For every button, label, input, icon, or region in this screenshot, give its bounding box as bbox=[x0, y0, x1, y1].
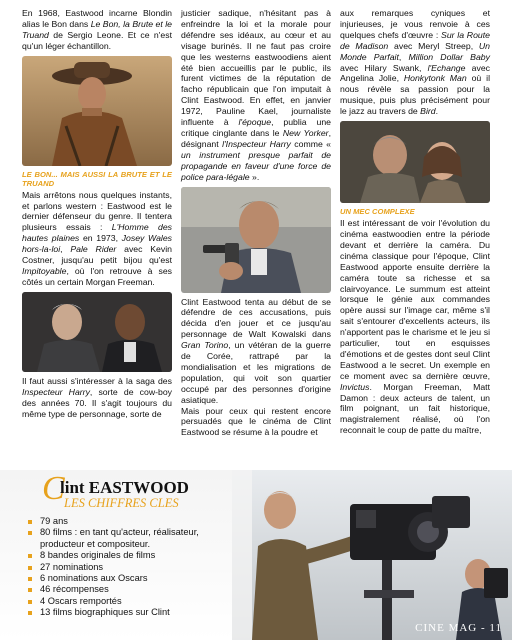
stats-item: 46 récompenses bbox=[28, 584, 228, 595]
madison-couple-image bbox=[340, 121, 490, 203]
stats-item: 6 nominations aux Oscars bbox=[28, 573, 228, 584]
stats-title-name: lint EASTWOOD bbox=[60, 478, 189, 497]
stats-item: 27 nominations bbox=[28, 562, 228, 573]
photo-western-cowboy bbox=[22, 56, 172, 166]
stats-item: 80 films : en tant qu'acteur, réalisateur, producteur et compositeur. bbox=[28, 527, 228, 550]
caption-le-bon: LE BON... MAIS AUSSI LA BRUTE ET LE TRUAND bbox=[22, 169, 172, 188]
col2-paragraph-2: Clint Eastwood tenta au début de se défendre de ces accusations, puis décida d'en jouer et ce jusqu'au personnage de Walt Kowalski dans Gran Torino, un vétéran de la guerre de Corée, rattrapé par la mondialisation et les migrations de population, qui voit son quartier occupé par des personnes d'origine asiatique. bbox=[181, 296, 331, 405]
stats-list bbox=[28, 516, 228, 619]
photo-inspecteur-harry bbox=[181, 187, 331, 293]
stats-item: 8 bandes originales de films bbox=[28, 550, 228, 561]
stats-item: 79 ans bbox=[28, 516, 228, 527]
stats-item: 13 films biographiques sur Clint bbox=[28, 607, 228, 618]
director-camera-image bbox=[232, 470, 512, 640]
col1-paragraph-3: Il faut aussi s'intéresser à la saga des Inspecteur Harry, sorte de cow-boy des années 70. Il s'agit toujours du même type de personnage, sorte de bbox=[22, 375, 172, 419]
page-folio: CINE MAG - 11 bbox=[415, 622, 502, 634]
stats-subtitle: LES CHIFFRES CLES bbox=[64, 496, 179, 510]
column-2 bbox=[181, 8, 331, 438]
photo-eastwood-freeman bbox=[22, 292, 172, 372]
column-1 bbox=[22, 8, 172, 419]
western-cowboy-image bbox=[22, 56, 172, 166]
stats-title-initial: C bbox=[42, 470, 65, 507]
eastwood-freeman-image bbox=[22, 292, 172, 372]
photo-director-camera bbox=[232, 470, 512, 640]
col3-paragraph-2: Il est intéressant de voir l'évolution du cinéma eastwoodien entre la période devant et derrière la caméra. Du cinéma classique pour l'époque, Clint Eastwood apporte ensuite derrière la caméra toute sa richesse et sa clairvoyance. Le summum est atteint lorsque le génie aux commandes opère aussi sur l'image car, même s'il sait s'entourer d'excellents acteurs, ils n'apportent pas le charisme et le jeu si particulier, tout en esquisses d'émotions et de gestes dont seul Clint Eastwood a le secret. Un exemple en ce moment avec sa dernière œuvre, Invictus. Morgan Freeman, Matt Damon : deux acteurs de talent, un film poignant, un fait historique, magistralement réalisé, où l'on reconnait le coup de patte du maître, bbox=[340, 218, 490, 436]
caption-mec-complexe: UN MEC COMPLEXE bbox=[340, 207, 415, 217]
photo-madison-couple bbox=[340, 121, 490, 203]
col2-paragraph-3: Mais pour ceux qui restent encore persuadés que le cinéma de Clint Eastwood se résume à la poudre et bbox=[181, 405, 331, 438]
stats-item: 4 Oscars remportés bbox=[28, 596, 228, 607]
col2-paragraph-1: justicier sadique, n'hésitant pas à enfreindre la loi et la morale pour défendre ses idéaux, au cœur et au visage burinés. Il ne faut pas croire que les westerns eastwoodiens aient été bien accueillis par le public, ils furent victimes de la réputation de facho républicain que l'on imputait à Clint Eastwood. En effet, en janvier 1972, Pauline Kael, journaliste influente à l'époque, publia une critique cinglante dans le New Yorker, désignant l'Inspecteur Harry comme « un instrument presque parfait de propagande en faveur d'une force de police para-légale ». bbox=[181, 8, 332, 182]
col1-paragraph-2: Mais arrêtons nous quelques instants, et parlons western : Eastwood est le dernier défenseur du genre. Il tentera plusieurs essais : L'Homme des hautes plaines en 1973, Josey Wales hors-la-loi, Pale Rider avec Kevin Costner, jusqu'au petit bijou qu'est Impitoyable, où l'on retrouve à ses côtés un certain Morgan Freeman. bbox=[22, 189, 173, 287]
col3-paragraph-1: aux remarques cyniques et injurieuses, je vous renvoie à ces quelques chefs d'œuvre : Sur la Route de Madison avec Meryl Streep, Un Monde Parfait, Million Dollar Baby avec Hilary Swank, l'Echange avec Angelina Jolie, Honkytonk Man où il nous révèle sa passion pour la musique, puis plus précisément pour le jazz au travers de Bird. bbox=[340, 8, 491, 117]
column-3 bbox=[340, 8, 490, 436]
inspecteur-harry-image bbox=[181, 187, 331, 293]
col1-paragraph-1: En 1968, Eastwood incarne Blondin alias le Bon dans Le Bon, la Brute et le Truand de Sergio Leone. Et ce n'est qu'un léger échantillon. bbox=[22, 8, 172, 51]
